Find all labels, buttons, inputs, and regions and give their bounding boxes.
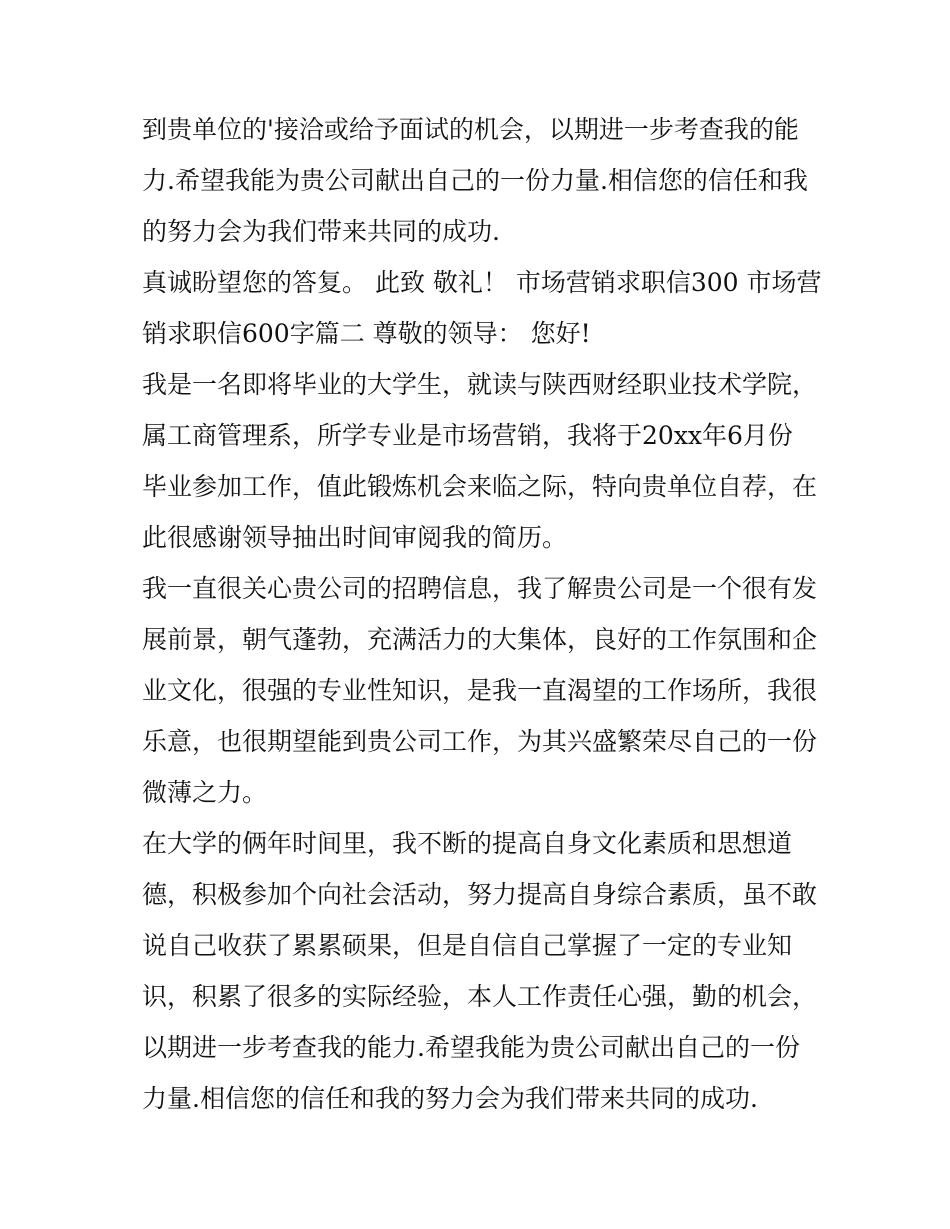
- text-line: 此很感谢领导抽出时间审阅我的简历。: [142, 523, 568, 552]
- text-line: 的努力会为我们带来共同的成功.: [142, 217, 500, 246]
- text-line: 我一直很关心贵公司的招聘信息，我了解贵公司是一个很有发: [142, 574, 818, 603]
- paragraph-1: [142, 104, 822, 257]
- text-line: 德，积极参加个向社会活动，努力提高自身综合素质，虽不敢: [142, 880, 818, 909]
- paragraph-3: [142, 359, 822, 563]
- text-line: 业文化，很强的专业性知识，是我一直渴望的工作场所，我很: [142, 676, 818, 705]
- text-line: 力量.相信您的信任和我的努力会为我们带来共同的成功.: [142, 1084, 758, 1113]
- text-line: 销求职信600字篇二 尊敬的领导： 您好!: [142, 319, 591, 348]
- text-line: 说自己收获了累累硕果，但是自信自己掌握了一定的专业知: [142, 931, 793, 960]
- document-body: [142, 104, 822, 1124]
- text-line: 真诚盼望您的答复。 此致 敬礼！ 市场营销求职信300 市场营: [142, 268, 822, 297]
- text-line: 乐意，也很期望能到贵公司工作，为其兴盛繁荣尽自己的一份: [142, 727, 818, 756]
- text-line: 我是一名即将毕业的大学生，就读与陕西财经职业技术学院，: [142, 370, 818, 399]
- text-line: 展前景，朝气蓬勃，充满活力的大集体，良好的工作氛围和企: [142, 625, 818, 654]
- paragraph-5: [142, 818, 822, 1124]
- paragraph-2: [142, 257, 822, 359]
- paragraph-4: [142, 563, 822, 818]
- text-line: 以期进一步考查我的能力.希望我能为贵公司献出自己的一份: [142, 1033, 800, 1062]
- text-line: 到贵单位的'接洽或给予面试的机会，以期进一步考查我的能: [142, 115, 799, 144]
- text-line: 微薄之力。: [142, 778, 268, 807]
- text-line: 毕业参加工作，值此锻炼机会来临之际，特向贵单位自荐，在: [142, 472, 818, 501]
- text-line: 识，积累了很多的实际经验，本人工作责任心强，勤的机会，: [142, 982, 818, 1011]
- text-line: 属工商管理系，所学专业是市场营销，我将于20xx年6月份: [142, 421, 793, 450]
- text-line: 在大学的俩年时间里，我不断的提高自身文化素质和思想道: [142, 829, 793, 858]
- text-line: 力.希望我能为贵公司献出自己的一份力量.相信您的信任和我: [142, 166, 808, 195]
